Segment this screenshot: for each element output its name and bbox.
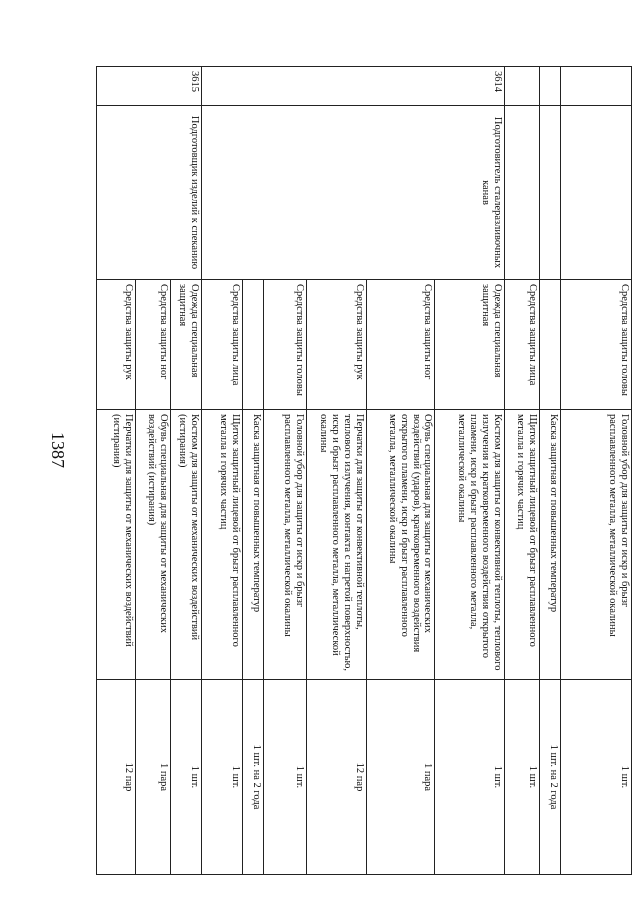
table-row [560,67,631,875]
item-cell: Каска защитная от повышенных температур [242,410,263,680]
category-cell: Одежда специальная защитная [435,280,505,410]
category-cell: Средства защиты ног [366,280,435,410]
category-cell: Средства защиты головы [264,280,307,410]
category-cell: Средства защиты головы [560,280,631,410]
qty-cell: 1 шт. [202,680,242,875]
code-cell [560,67,631,106]
category-cell: Средства защиты лица [202,280,242,410]
rotated-table-container [96,66,632,874]
item-cell: Головной убор для защиты от искр и брызг расплавленного металла, металлической окалины [264,410,307,680]
qty-cell: 1 шт. [560,680,631,875]
item-cell: Перчатки для защиты от конвективной теплоты, теплового излучения, контакта с нагретой поверхностью, искр и брызг расплавленного металла, металлической окалины [306,410,366,680]
table-row [539,67,560,875]
item-cell: Головной убор для защиты от искр и брызг расплавленного металла, металлической окалины [560,410,631,680]
profession-cell [505,106,539,280]
item-cell: Обувь специальная для защиты от механических воздействий (ударов), кратковременного воздействия открытого пламени, искр и брызг расплавленного металла, металлической окалины [366,410,435,680]
table-row [435,67,505,875]
table-row [170,67,202,875]
qty-cell: 1 шт. [435,680,505,875]
qty-cell: 12 пар [306,680,366,875]
category-cell: Средства защиты лица [505,280,539,410]
table-row [505,67,539,875]
code-cell [539,67,560,106]
profession-name: Подготовитель сталеразливочных канав [202,106,505,280]
category-cell: Средства защиты ног [136,280,170,410]
item-cell: Костюм для защиты от конвективной теплоты, теплового излучения и кратковременного воздействия открытого пламени, искр и брызг расплавленного металла, металлической окалины [435,410,505,680]
category-cell [539,280,560,410]
profession-cell [539,106,560,280]
qty-cell: 1 шт. [170,680,202,875]
category-cell [242,280,263,410]
qty-cell: 1 шт. [264,680,307,875]
profession-code: 3615 [97,67,202,106]
item-cell: Каска защитная от повышенных температур [539,410,560,680]
item-cell: Костюм для защиты от механических воздействий (истирания) [170,410,202,680]
qty-cell: 1 шт. [505,680,539,875]
page-number: 1387 [48,432,68,468]
profession-name: Подготовщик изделий к спеканию [97,106,202,280]
qty-cell: 1 пара [366,680,435,875]
item-cell: Перчатки для защиты от механических воздействий (истирания) [97,410,136,680]
qty-cell: 12 пар [97,680,136,875]
qty-cell: 1 пара [136,680,170,875]
category-cell: Одежда специальная защитная [170,280,202,410]
item-cell: Щиток защитный лицевой от брызг расплавленного металла и горячих частиц [505,410,539,680]
category-cell: Средства защиты рук [97,280,136,410]
profession-cell [560,106,631,280]
profession-code: 3614 [202,67,505,106]
item-cell: Обувь специальная для защиты от механических воздействий (истирания) [136,410,170,680]
qty-cell: 1 шт. на 2 года [242,680,263,875]
category-cell: Средства защиты рук [306,280,366,410]
code-cell [505,67,539,106]
ppe-norms-table [96,66,632,875]
item-cell: Щиток защитный лицевой от брызг расплавленного металла и горячих частиц [202,410,242,680]
qty-cell: 1 шт. на 2 года [539,680,560,875]
